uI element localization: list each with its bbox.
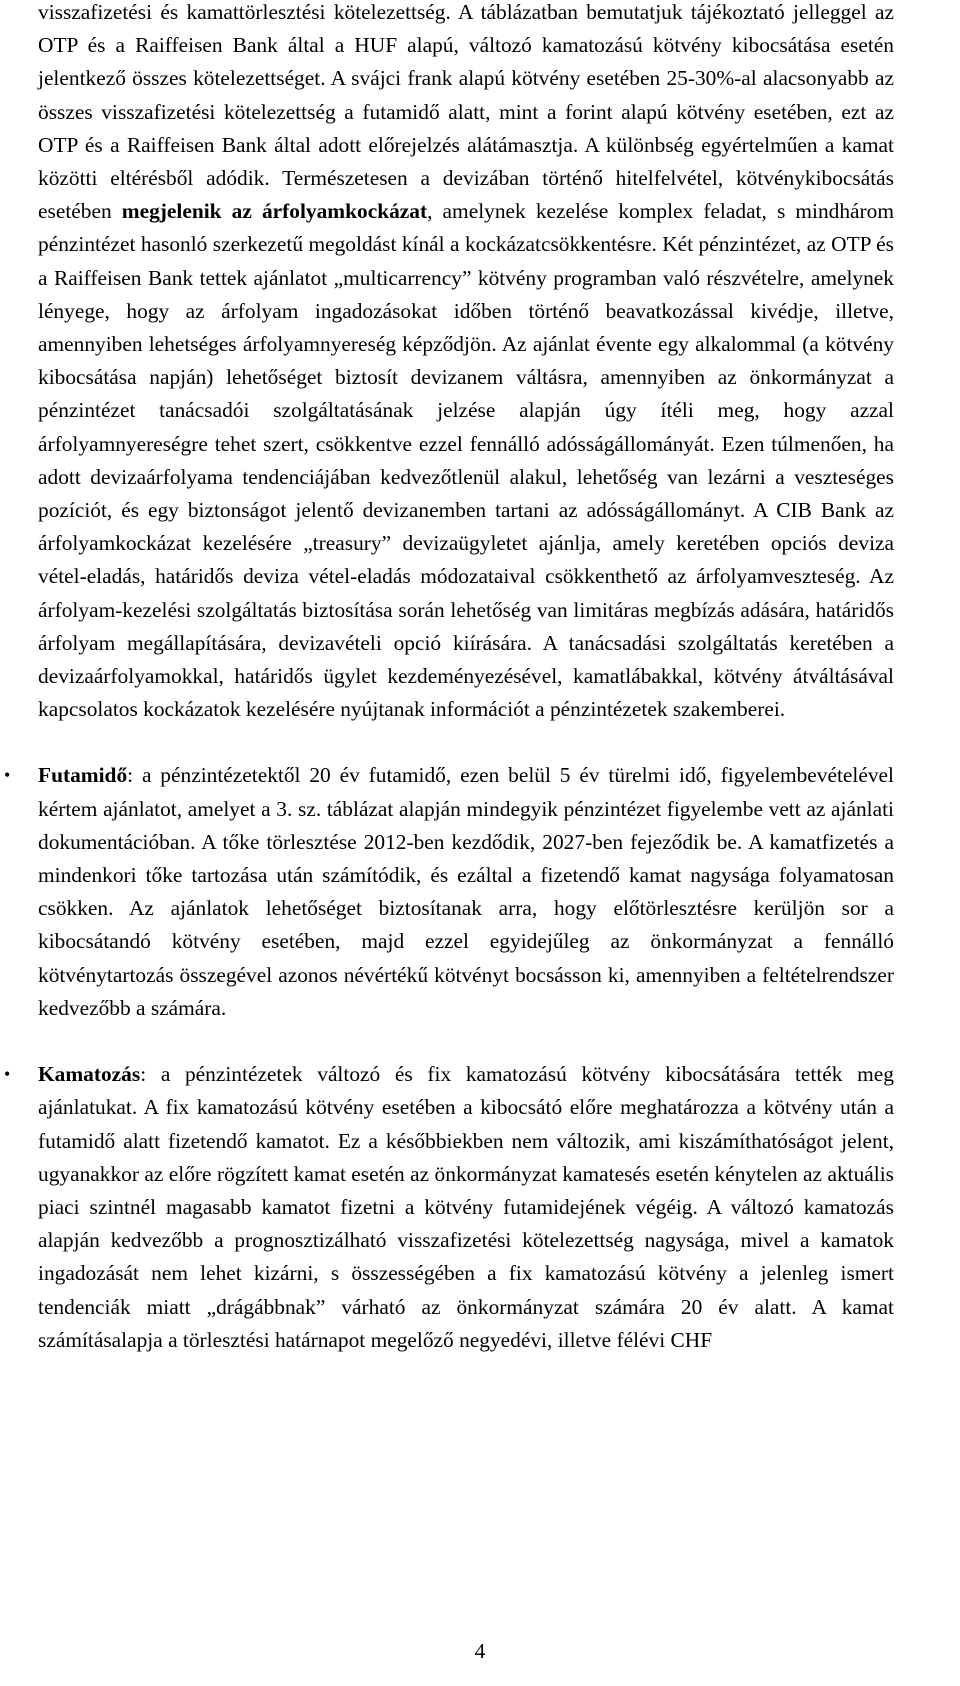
list-item-term: Futamidő bbox=[38, 763, 128, 788]
list-item-text bbox=[38, 1058, 894, 1357]
page-number: 4 bbox=[474, 1639, 486, 1663]
bold-emphasis: megjelenik az árfolyamkockázat bbox=[121, 199, 428, 224]
list-item-kamatozas bbox=[4, 1058, 894, 1357]
list-item-body: : a pénzintézetek változó és fix kamatozású kötvény kibocsátására tették meg ajánlatukat. A fix kamatozású kötvény esetében a kibocsátó előre meghatározza a kötvény után a futamidő alatt fizetendő kamatot. Ez a későbbiekben nem változik, ami kiszámíthatóságot jelent, ugyanakkor az előre rögzített kamat esetén az önkormányzat kamatesés esetén kénytelen az aktuális piaci szintnél magasabb kamatot fizetni a kötvény futamidejének végéig. A változó kamatozás alapján kedvezőbb a prognosztizálható visszafizetési kötelezettség nagysága, mivel a kamatok ingadozását nem lehet kizárni, s összességében a fix kamatozású kötvény a jelenleg ismert tendenciák miatt „drágábbnak” várható az önkormányzat számára 20 év alatt. A kamat számításalapja a törlesztési határnapot megelőző negyedévi, illetve félévi CHF bbox=[38, 1062, 894, 1352]
paragraph-text-continued: , amelynek kezelése komplex feladat, s mindhárom pénzintézet hasonló szerkezetű megoldást kínál a kockázatcsökkentésre. Két pénzintézet, az OTP és a Raiffeisen Bank tettek ajánlatot „multicarrency” kötvény programban való részvételre, amelynek lényege, hogy az árfolyam ingadozásokat időben történő beavatkozással kivédje, illetve, amennyiben lehetséges árfolyamnyereség képződjön. Az ajánlat évente egy alkalommal (a kötvény kibocsátása napján) lehetőséget biztosít devizanem váltásra, amennyiben az önkormányzat a pénzintézet tanácsadói szolgáltatásának jelzése alapján úgy ítéli meg, hogy azzal árfolyamnyereségre tehet szert, csökkentve ezzel fennálló adósságállományát. Ezen túlmenően, ha adott devizaárfolyama tendenciájában kedvezőtlenül alakul, lehetőség van lezárni a veszteséges pozíciót, és egy biztonságot jelentő devizanemben tartani az adósságállományt. A CIB Bank az árfolyamkockázat kezelésére „treasury” devizaügyletet ajánlja, amely keretében opciós deviza vétel-eladás, határidős deviza vétel-eladás módozataival csökkenthető az árfolyamveszteség. Az árfolyam-kezelési szolgáltatás biztosítása során lehetőség van limitáras megbízás adására, határidős árfolyam megállapítására, devizavételi opció kiírására. A tanácsadási szolgáltatás keretében a devizaárfolyamokkal, határidős ügylet kezdeményezésével, kamatlábakkal, kötvény átváltásával kapcsolatos kockázatok kezelésére nyújtanak információt a pénzintézetek szakemberei. bbox=[38, 199, 895, 722]
paragraph-gap bbox=[38, 726, 894, 759]
paragraph-gap bbox=[38, 1025, 894, 1058]
list-item-text bbox=[38, 759, 894, 1025]
list-item-body: : a pénzintézetektől 20 év futamidő, ezen belül 5 év türelmi idő, figyelembevételével kértem ajánlatot, amelyet a 3. sz. táblázat alapján mindegyik pénzintézet figyelembe vett az ajánlati dokumentációban. A tőke törlesztése 2012-ben kezdődik, 2027-ben fejeződik be. A kamatfizetés a mindenkori tőke tartozása után számítódik, és ezáltal a fizetendő kamat nagysága folyamatosan csökken. Az ajánlatok lehetőséget biztosítanak arra, hogy előtörlesztésre kerüljön sor a kibocsátandó kötvény esetében, majd ezzel egyidejűleg az önkormányzat a fennálló kötvénytartozás összegével azonos névértékű kötvényt bocsásson ki, amennyiben a feltételrendszer kedvezőbb a számára. bbox=[38, 763, 894, 1020]
bullet-icon: • bbox=[4, 765, 11, 786]
paragraph-text: visszafizetési és kamattörlesztési kötelezettség. A táblázatban bemutatjuk tájékoztató jelleggel az OTP és a Raiffeisen Bank által a HUF alapú, változó kamatozású kötvény kibocsátása esetén jelentkező összes kötelezettséget. A svájci frank alapú kötvény esetében 25-30%-al alacsonyabb az összes visszafizetési kötelezettség a futamidő alatt, mint a forint alapú kötvény esetében, ezt az OTP és a Raiffeisen Bank által adott előrejelzés alátámasztja. A különbség egyértelműen a kamat közötti eltérésből adódik. Természetesen a devizában történő hitelfelvétel, kötvénykibocsátás esetében bbox=[38, 0, 894, 224]
list-item-term: Kamatozás bbox=[38, 1062, 141, 1087]
document-page bbox=[4, 0, 895, 1357]
list-item-futamido bbox=[4, 759, 894, 1025]
bullet-icon: • bbox=[4, 1064, 11, 1085]
body-paragraph bbox=[38, 0, 894, 726]
